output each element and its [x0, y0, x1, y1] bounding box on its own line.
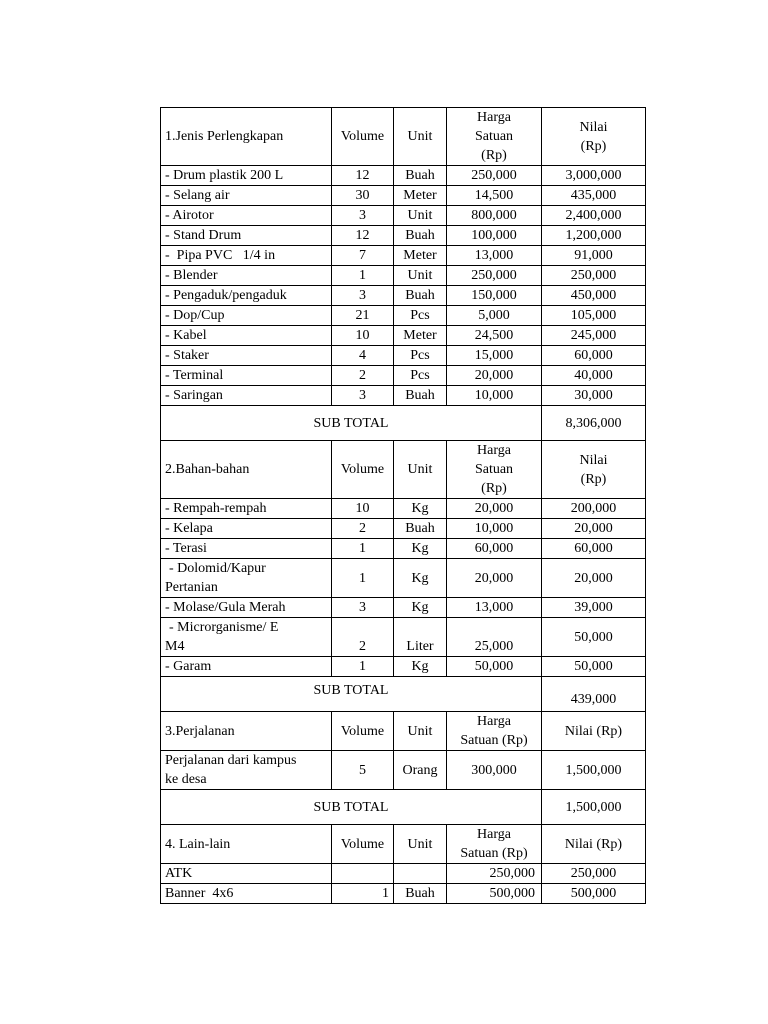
item-unit: Meter [394, 326, 447, 346]
item-nilai: 1,200,000 [542, 226, 646, 246]
harga-header-line: Satuan (Rp) [460, 846, 528, 861]
section-header-row [161, 825, 646, 864]
item-volume: 10 [332, 326, 394, 346]
table-row [161, 751, 646, 790]
item-volume: 1 [332, 884, 394, 904]
item-name [161, 559, 332, 598]
item-harga: 300,000 [447, 751, 542, 790]
nilai-header [542, 441, 646, 499]
item-volume: 21 [332, 306, 394, 326]
harga-header [447, 441, 542, 499]
item-harga: 20,000 [447, 499, 542, 519]
item-volume: 4 [332, 346, 394, 366]
item-harga: 24,500 [447, 326, 542, 346]
table-row [161, 346, 646, 366]
item-name: - Kelapa [161, 519, 332, 539]
item-name: - Saringan [161, 386, 332, 406]
item-volume: 12 [332, 166, 394, 186]
item-nilai: 30,000 [542, 386, 646, 406]
subtotal-row [161, 677, 646, 712]
item-harga: 13,000 [447, 246, 542, 266]
item-name: - Airotor [161, 206, 332, 226]
item-nilai: 60,000 [542, 539, 646, 559]
subtotal-value: 439,000 [542, 677, 646, 712]
item-harga: 50,000 [447, 657, 542, 677]
item-volume: 7 [332, 246, 394, 266]
harga-header-line: Harga [477, 714, 511, 729]
item-nilai: 105,000 [542, 306, 646, 326]
item-name-line: ke desa [165, 772, 207, 787]
harga-header-line: Satuan [474, 462, 514, 477]
harga-header [447, 712, 542, 751]
item-harga: 100,000 [447, 226, 542, 246]
unit-header: Unit [394, 712, 447, 751]
item-harga: 10,000 [447, 386, 542, 406]
table-row [161, 618, 646, 657]
item-volume: 1 [332, 539, 394, 559]
section-title: 1.Jenis Perlengkapan [161, 108, 332, 166]
item-volume: 2 [332, 366, 394, 386]
item-nilai: 450,000 [542, 286, 646, 306]
item-name-line: M4 [165, 639, 185, 654]
nilai-header: Nilai (Rp) [542, 825, 646, 864]
item-unit: Kg [394, 539, 447, 559]
item-unit: Buah [394, 884, 447, 904]
item-harga: 10,000 [447, 519, 542, 539]
section-title: 2.Bahan-bahan [161, 441, 332, 499]
item-nilai: 435,000 [542, 186, 646, 206]
subtotal-value: 1,500,000 [542, 790, 646, 825]
item-harga: 20,000 [447, 366, 542, 386]
table-row [161, 539, 646, 559]
item-harga: 250,000 [447, 266, 542, 286]
item-harga: 14,500 [447, 186, 542, 206]
item-name [161, 618, 332, 657]
item-name-line: Pertanian [165, 580, 218, 595]
item-name: - Blender [161, 266, 332, 286]
item-unit: Meter [394, 246, 447, 266]
item-unit: Liter [394, 618, 447, 657]
item-volume: 12 [332, 226, 394, 246]
item-name: - Terminal [161, 366, 332, 386]
item-name-line: Perjalanan dari kampus [165, 753, 297, 768]
table-row [161, 326, 646, 346]
table-row [161, 598, 646, 618]
table-row [161, 286, 646, 306]
table-row [161, 246, 646, 266]
item-unit: Orang [394, 751, 447, 790]
item-harga: 20,000 [447, 559, 542, 598]
item-nilai: 91,000 [542, 246, 646, 266]
table-row [161, 266, 646, 286]
item-volume: 2 [332, 519, 394, 539]
item-name: - Dop/Cup [161, 306, 332, 326]
item-harga: 500,000 [447, 884, 542, 904]
item-unit: Buah [394, 519, 447, 539]
table-row [161, 206, 646, 226]
unit-header: Unit [394, 441, 447, 499]
item-unit: Unit [394, 266, 447, 286]
harga-header-line: Harga [477, 827, 511, 842]
item-unit: Kg [394, 598, 447, 618]
table-row [161, 559, 646, 598]
item-harga: 13,000 [447, 598, 542, 618]
item-harga: 15,000 [447, 346, 542, 366]
section-title: 4. Lain-lain [161, 825, 332, 864]
item-nilai: 50,000 [542, 618, 646, 657]
item-harga: 250,000 [447, 166, 542, 186]
subtotal-label: SUB TOTAL [161, 406, 542, 441]
item-harga: 150,000 [447, 286, 542, 306]
subtotal-label: SUB TOTAL [161, 677, 542, 712]
item-name: - Pipa PVC 1/4 in [161, 246, 332, 266]
table-row [161, 166, 646, 186]
harga-header-line: (Rp) [481, 481, 507, 496]
volume-header: Volume [332, 441, 394, 499]
table-row [161, 657, 646, 677]
item-nilai: 60,000 [542, 346, 646, 366]
item-nilai: 200,000 [542, 499, 646, 519]
item-name: - Kabel [161, 326, 332, 346]
item-nilai: 1,500,000 [542, 751, 646, 790]
item-unit: Buah [394, 386, 447, 406]
item-nilai: 20,000 [542, 519, 646, 539]
item-unit: Unit [394, 206, 447, 226]
item-name: ATK [161, 864, 332, 884]
nilai-header-line: (Rp) [580, 471, 607, 487]
item-unit: Pcs [394, 366, 447, 386]
item-unit: Kg [394, 657, 447, 677]
subtotal-row [161, 790, 646, 825]
item-name: - Selang air [161, 186, 332, 206]
item-unit: Kg [394, 499, 447, 519]
item-unit: Kg [394, 559, 447, 598]
nilai-header-line: Nilai [579, 452, 608, 468]
item-nilai: 250,000 [542, 266, 646, 286]
item-name: - Drum plastik 200 L [161, 166, 332, 186]
item-name: - Pengaduk/pengaduk [161, 286, 332, 306]
table-row [161, 226, 646, 246]
item-nilai: 245,000 [542, 326, 646, 346]
item-nilai: 2,400,000 [542, 206, 646, 226]
nilai-header [542, 108, 646, 166]
item-volume: 3 [332, 386, 394, 406]
subtotal-label: SUB TOTAL [161, 790, 542, 825]
section-header-row [161, 712, 646, 751]
item-name: - Rempah-rempah [161, 499, 332, 519]
item-unit [394, 864, 447, 884]
volume-header: Volume [332, 712, 394, 751]
volume-header: Volume [332, 825, 394, 864]
harga-header [447, 825, 542, 864]
item-nilai: 39,000 [542, 598, 646, 618]
item-unit: Buah [394, 226, 447, 246]
item-volume: 1 [332, 657, 394, 677]
harga-header-line: (Rp) [481, 148, 507, 163]
budget-table [160, 107, 646, 904]
table-row [161, 306, 646, 326]
item-nilai: 500,000 [542, 884, 646, 904]
item-unit: Pcs [394, 346, 447, 366]
item-name-line: - Dolomid/Kapur [169, 561, 266, 576]
item-unit: Meter [394, 186, 447, 206]
table-row [161, 864, 646, 884]
unit-header: Unit [394, 108, 447, 166]
item-nilai: 40,000 [542, 366, 646, 386]
nilai-header: Nilai (Rp) [542, 712, 646, 751]
nilai-header-line: (Rp) [580, 138, 607, 154]
volume-header: Volume [332, 108, 394, 166]
item-harga: 5,000 [447, 306, 542, 326]
item-name: Banner 4x6 [161, 884, 332, 904]
table-row [161, 366, 646, 386]
table-row [161, 386, 646, 406]
item-volume: 3 [332, 206, 394, 226]
item-harga: 60,000 [447, 539, 542, 559]
harga-header-line: Satuan [474, 129, 514, 144]
section-header-row [161, 441, 646, 499]
item-name: - Molase/Gula Merah [161, 598, 332, 618]
harga-header-line: Harga [477, 443, 511, 458]
nilai-header-line: Nilai [579, 119, 608, 135]
item-volume: 10 [332, 499, 394, 519]
subtotal-row [161, 406, 646, 441]
item-nilai: 250,000 [542, 864, 646, 884]
item-volume: 1 [332, 266, 394, 286]
item-nilai: 3,000,000 [542, 166, 646, 186]
item-nilai: 20,000 [542, 559, 646, 598]
item-unit: Buah [394, 166, 447, 186]
item-volume: 3 [332, 286, 394, 306]
item-volume: 3 [332, 598, 394, 618]
section-header-row [161, 108, 646, 166]
item-nilai: 50,000 [542, 657, 646, 677]
item-volume: 1 [332, 559, 394, 598]
item-volume: 30 [332, 186, 394, 206]
item-name: - Terasi [161, 539, 332, 559]
item-unit: Pcs [394, 306, 447, 326]
unit-header: Unit [394, 825, 447, 864]
table-row [161, 499, 646, 519]
item-name [161, 751, 332, 790]
item-volume: 2 [332, 618, 394, 657]
item-volume: 5 [332, 751, 394, 790]
table-row [161, 519, 646, 539]
item-name: - Stand Drum [161, 226, 332, 246]
harga-header [447, 108, 542, 166]
item-name: - Staker [161, 346, 332, 366]
table-row [161, 884, 646, 904]
item-volume [332, 864, 394, 884]
item-harga: 800,000 [447, 206, 542, 226]
item-harga: 25,000 [447, 618, 542, 657]
item-name-line: - Microrganisme/ E [169, 620, 279, 635]
item-unit: Buah [394, 286, 447, 306]
item-harga: 250,000 [447, 864, 542, 884]
subtotal-value: 8,306,000 [542, 406, 646, 441]
item-name: - Garam [161, 657, 332, 677]
harga-header-line: Satuan (Rp) [460, 733, 528, 748]
table-row [161, 186, 646, 206]
section-title: 3.Perjalanan [161, 712, 332, 751]
harga-header-line: Harga [477, 110, 511, 125]
